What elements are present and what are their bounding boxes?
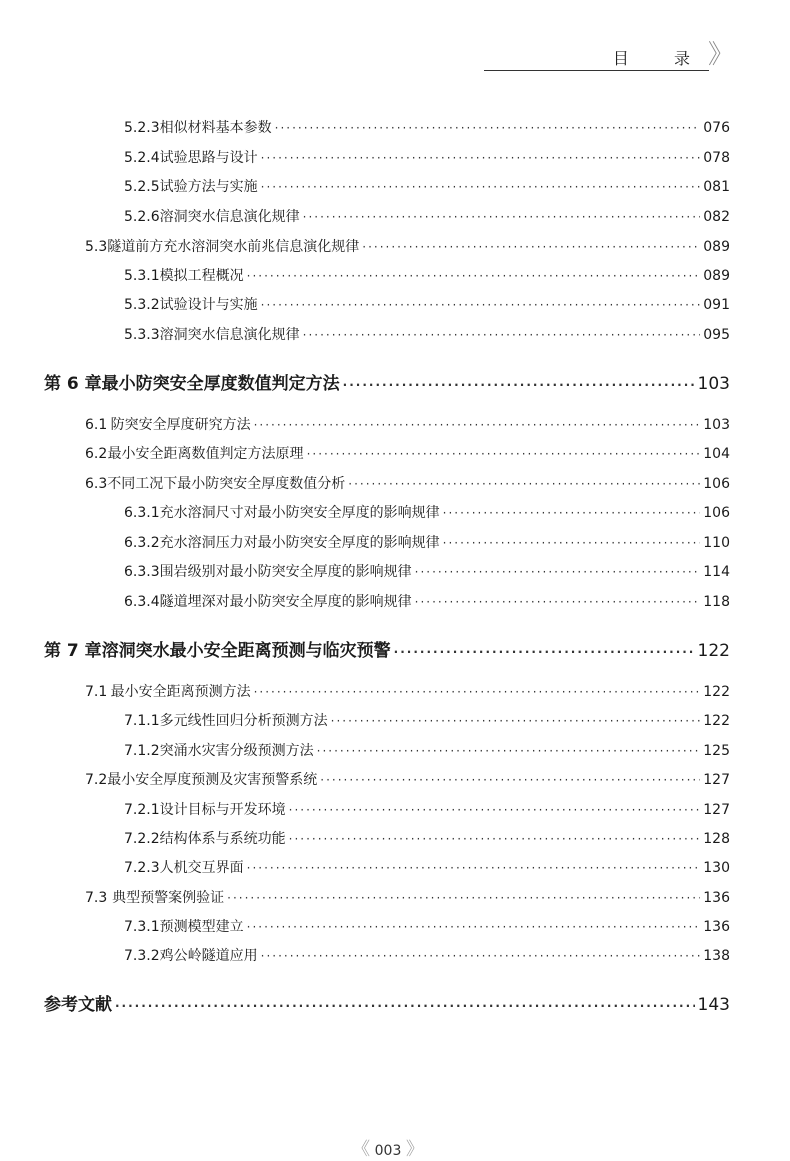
toc-entry-page: 114	[703, 564, 730, 580]
toc-entry-number: 6.3.3	[124, 564, 160, 580]
toc-entry-number: 5.3.1	[124, 268, 160, 284]
toc-entry	[85, 887, 730, 907]
dot-leader	[254, 418, 701, 432]
toc-entry-page: 136	[703, 890, 730, 906]
toc-entry-number: 6.3.1	[124, 505, 160, 521]
dot-leader	[247, 269, 701, 283]
toc-entry-number: 第 7 章	[44, 641, 102, 661]
toc-entry	[124, 147, 730, 167]
page-header	[484, 40, 734, 76]
toc-entry-title: 人机交互界面	[159, 860, 244, 876]
toc-entry	[124, 502, 730, 522]
toc-entry-title: 多元线性回归分析预测方法	[159, 713, 328, 729]
toc-entry-title: 溶洞突水信息演化规律	[159, 209, 300, 225]
toc-entry-number: 5.2.6	[124, 209, 160, 225]
toc-entry-number: 7.1.2	[124, 743, 160, 759]
dot-leader	[343, 378, 695, 392]
toc-entry	[124, 206, 730, 226]
dot-leader	[415, 595, 701, 609]
toc-entry	[124, 176, 730, 196]
toc-entry-number: 6.3	[85, 476, 108, 492]
toc-entry-title: 相似材料基本参数	[159, 120, 272, 136]
toc-entry-number: 7.2.3	[124, 860, 160, 876]
toc-entry-title: 溶洞突水信息演化规律	[159, 327, 300, 343]
toc-entry-title: 隧道前方充水溶洞突水前兆信息演化规律	[107, 239, 360, 255]
toc-entry-title: 充水溶洞尺寸对最小防突安全厚度的影响规律	[159, 505, 440, 521]
dot-leader	[247, 861, 701, 875]
toc-entry	[124, 591, 730, 611]
dot-leader	[331, 714, 701, 728]
dot-leader	[362, 240, 700, 254]
toc-entry-page: 082	[703, 209, 730, 225]
dot-leader	[261, 180, 701, 194]
toc-entry	[85, 473, 730, 493]
toc-entry-number: 第 6 章	[44, 374, 102, 394]
toc-entry-title: 围岩级别对最小防突安全厚度的影响规律	[159, 564, 412, 580]
toc-entry	[85, 769, 730, 789]
toc-entry-page: 103	[703, 417, 730, 433]
toc-entry-page: 104	[703, 446, 730, 462]
toc-entry	[124, 945, 730, 965]
dot-leader	[317, 744, 701, 758]
toc-entry-page: 125	[703, 743, 730, 759]
toc-entry	[124, 799, 730, 819]
toc-entry-page: 128	[703, 831, 730, 847]
toc-entry-title: 溶洞突水最小安全距离预测与临灾预警	[101, 641, 391, 661]
dot-leader	[289, 832, 701, 846]
toc-entry-title: 试验设计与实施	[159, 297, 258, 313]
toc-entry	[124, 265, 730, 285]
dot-leader	[307, 447, 701, 461]
toc-entry	[85, 236, 730, 256]
toc-entry	[124, 532, 730, 552]
toc-entry	[124, 294, 730, 314]
toc-entry-title: 最小防突安全厚度数值判定方法	[101, 374, 340, 394]
toc-entry-page: 143	[697, 995, 730, 1015]
toc-entry-number: 5.2.5	[124, 179, 160, 195]
toc-entry-page: 127	[703, 772, 730, 788]
page-footer	[348, 1135, 428, 1161]
dot-leader	[275, 121, 701, 135]
toc-entry-number: 7.1.1	[124, 713, 160, 729]
toc-entry-title: 最小安全距离数值判定方法原理	[107, 446, 304, 462]
toc-entry	[124, 710, 730, 730]
toc-entry-page: 103	[697, 374, 730, 394]
toc-entry-title: 结构体系与系统功能	[159, 831, 286, 847]
toc-entry-number: 7.2.2	[124, 831, 160, 847]
toc-entry-number: 5.2.4	[124, 150, 160, 166]
dot-leader	[261, 298, 701, 312]
toc-entry-title: 典型预警案例验证	[112, 890, 225, 906]
dot-leader	[320, 773, 700, 787]
toc-entry-title: 试验思路与设计	[159, 150, 258, 166]
toc-entry-page: 136	[703, 919, 730, 935]
toc-entry-page: 122	[703, 713, 730, 729]
toc-entry-number: 6.3.2	[124, 535, 160, 551]
toc-entry-page: 118	[703, 594, 730, 610]
dot-leader	[394, 645, 695, 659]
toc-entry-title: 充水溶洞压力对最小防突安全厚度的影响规律	[159, 535, 440, 551]
toc-entry-number: 7.3	[85, 890, 108, 906]
toc-entry	[85, 681, 730, 701]
dot-leader	[443, 506, 701, 520]
toc-entry-page: 089	[703, 239, 730, 255]
toc-chapter-entry	[44, 636, 730, 661]
toc-entry	[124, 561, 730, 581]
toc-entry-page: 122	[697, 641, 730, 661]
toc-entry-number: 7.1	[85, 684, 108, 700]
toc-entry-title: 参考文献	[44, 995, 112, 1015]
toc-entry	[124, 916, 730, 936]
dot-leader	[303, 210, 701, 224]
toc-entry-title: 突涌水灾害分级预测方法	[159, 743, 314, 759]
toc-entry-title: 鸡公岭隧道应用	[159, 948, 258, 964]
dot-leader	[247, 920, 701, 934]
toc-entry-page: 095	[703, 327, 730, 343]
toc-entry-page: 110	[703, 535, 730, 551]
toc-entry-page: 081	[703, 179, 730, 195]
toc-entry-title: 最小安全厚度预测及灾害预警系统	[107, 772, 318, 788]
dot-leader	[261, 949, 701, 963]
dot-leader	[303, 328, 701, 342]
toc-entry-page: 106	[703, 505, 730, 521]
toc-entry-number: 5.3.2	[124, 297, 160, 313]
toc-entry	[124, 117, 730, 137]
toc-entry-number: 7.3.1	[124, 919, 160, 935]
toc-entry	[124, 740, 730, 760]
toc-entry-page: 106	[703, 476, 730, 492]
dot-leader	[348, 477, 700, 491]
header-rule	[484, 70, 709, 71]
toc-entry-page: 091	[703, 297, 730, 313]
toc-entry-title: 不同工况下最小防突安全厚度数值分析	[107, 476, 346, 492]
toc-entry-title: 最小安全距离预测方法	[110, 684, 251, 700]
dot-leader	[443, 536, 701, 550]
toc-chapter-entry	[44, 369, 730, 394]
toc-entry-title: 设计目标与开发环境	[159, 802, 286, 818]
toc-entry-page: 138	[703, 948, 730, 964]
toc-entry-page: 089	[703, 268, 730, 284]
toc-entry-title: 试验方法与实施	[159, 179, 258, 195]
page-number: 003	[374, 1143, 402, 1159]
dot-leader	[227, 891, 700, 905]
toc-entry-title: 隧道埋深对最小防突安全厚度的影响规律	[159, 594, 412, 610]
toc-entry-number: 7.2.1	[124, 802, 160, 818]
chevron-right-icon: 》	[405, 1139, 424, 1160]
toc-entry-title: 预测模型建立	[159, 919, 244, 935]
dot-leader	[254, 685, 701, 699]
dot-leader	[289, 803, 701, 817]
toc-entry-title: 防突安全厚度研究方法	[110, 417, 251, 433]
dot-leader	[415, 565, 701, 579]
toc-entry-number: 7.2	[85, 772, 108, 788]
toc-entry-page: 076	[703, 120, 730, 136]
toc-entry-number: 5.3	[85, 239, 108, 255]
toc-entry-number: 6.3.4	[124, 594, 160, 610]
toc-entry-page: 122	[703, 684, 730, 700]
toc-entry	[124, 828, 730, 848]
toc-entry-page: 130	[703, 860, 730, 876]
toc-entry-page: 127	[703, 802, 730, 818]
toc-entry	[124, 857, 730, 877]
toc-entry-number: 5.2.3	[124, 120, 160, 136]
toc-entry	[85, 414, 730, 434]
toc-entry-title: 模拟工程概况	[159, 268, 244, 284]
header-title: 目 录	[612, 49, 710, 68]
toc-entry	[124, 324, 730, 344]
chevron-right-icon: 》	[707, 40, 734, 70]
toc-entry-number: 5.3.3	[124, 327, 160, 343]
toc-entry-number: 6.1	[85, 417, 108, 433]
toc-entry-number: 7.3.2	[124, 948, 160, 964]
dot-leader	[261, 151, 701, 165]
toc-entry	[85, 443, 730, 463]
dot-leader	[115, 999, 695, 1013]
toc-entry-page: 078	[703, 150, 730, 166]
toc-chapter-entry	[44, 990, 730, 1015]
toc-entry-number: 6.2	[85, 446, 108, 462]
chevron-left-icon: 《	[352, 1139, 371, 1160]
